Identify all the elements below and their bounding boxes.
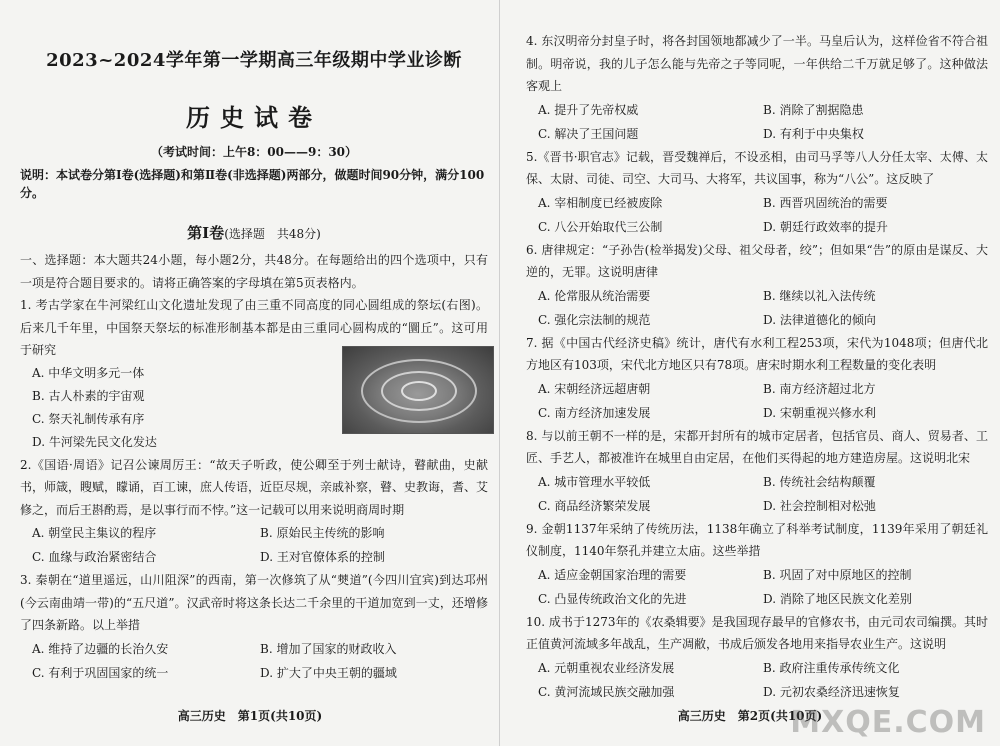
question-6 [526,239,988,332]
option-b: B. 增加了国家的财政收入 [260,641,397,656]
exam-time: （考试时间：上午8：00——9：30） [150,145,358,159]
option-c: C. 南方经济加速发展 [538,405,651,420]
option-d: D. 牛河梁先民文化发达 [32,434,157,449]
question-stem: 4. 东汉明帝分封皇子时，将各封国领地都减少了一半。马皇后认为，这样俭省不符合祖制。明帝说，我的儿子怎么能与先帝之子等同呢，一年供给二千万就足够了。这种做法客观上 [526,34,988,93]
option-c: C. 凸显传统政治文化的先进 [538,591,687,606]
exam-note: 说明：本试卷分第Ⅰ卷(选择题)和第Ⅱ卷(非选择题)两部分，做题时间90分钟，满分100分。 [20,168,485,200]
question-5 [526,146,988,239]
question-options [526,377,988,425]
page-right [500,0,1000,746]
option-b: B. 传统社会结构颠覆 [763,474,876,489]
question-stem: 9. 金朝1137年采纳了传统历法，1138年确立了科举考试制度，1139年采用了朝廷礼仪制度，1140年祭孔并建立太庙。这些举措 [526,521,988,558]
question-stem: 2.《国语·周语》记召公谏周厉王：“故天子听政，使公卿至于列士献诗，瞽献曲，史献书，师箴，瞍赋，矇诵，百工谏，庶人传语，近臣尽规，亲戚补察，瞽、史教诲，耆、艾修之，而后王斟酌焉，是以事行而不悖。”这一记载可以用来说明商周时期 [20,457,489,517]
question-stem: 10. 成书于1273年的《农桑辑要》是我国现存最早的官修农书，由元司农司编撰。其时正值黄河流域多年战乱，生产凋敝，书成后颁发各地用来指导农业生产。这说明 [526,614,988,651]
option-d: D. 有利于中央集权 [763,126,864,141]
option-a: A. 朝堂民主集议的程序 [32,526,157,540]
option-c: C. 强化宗法制的规范 [538,312,651,327]
option-d: D. 扩大了中央王朝的疆域 [260,665,397,680]
option-b: B. 古人朴素的宇宙观 [32,388,145,403]
option-a: A. 提升了先帝权威 [538,102,639,117]
option-c: C. 血缘与政治紧密结合 [32,550,157,564]
option-b: B. 原始民主传统的影响 [260,526,385,540]
option-b: B. 西晋巩固统治的需要 [763,195,888,210]
question-options [526,470,988,518]
option-d: D. 元初农桑经济迅速恢复 [763,684,900,699]
question-stem: 8. 与以前王朝不一样的是，宋都开封所有的城市定居者，包括官员、商人、贸易者、工匠、手艺人，都被准许在城里自由定居，在他们买得起的地方建造房屋。这说明北宋 [526,428,988,465]
option-a: A. 伦常服从统治需要 [538,288,651,303]
option-c: C. 商品经济繁荣发展 [538,498,651,513]
option-a: A. 适应金朝国家治理的需要 [538,567,687,582]
question-stem: 1. 考古学家在牛河梁红山文化遗址发现了由三重不同高度的同心圆组成的祭坛(右图)。后来几千年里，中国祭天祭坛的标准形制基本都是由三重同心圆构成的“圜丘”。这可用于研究 [20,298,488,357]
question-9 [526,518,988,611]
question-options [526,656,988,704]
instructions: 一、选择题：本大题共24小题，每小题2分，共48分。在每题给出的四个选项中，只有一项是符合题目要求的。请将正确答案的字母填在第5页表格内。 [20,253,488,290]
page-footer-left: 高三历史 第1页(共10页) [177,709,323,723]
question-options [526,191,988,239]
option-c: C. 祭天礼制传承有序 [32,411,145,426]
option-c: C. 黄河流域民族交融加强 [538,684,675,699]
question-stem: 7. 据《中国古代经济史稿》统计，唐代有水利工程253项，宋代为1048项；但唐代北方地区有103项，宋代北方地区只有78项。唐宋时期水利工程数量的变化表明 [526,335,988,372]
question-stem: 5.《晋书·职官志》记载，晋受魏禅后，不设丞相，由司马孚等八人分任太宰、太傅、太保、太尉、司徒、司空、大司马、大将军，共议国事，称为“八公”。这反映了 [526,149,988,186]
option-a: A. 中华文明多元一体 [32,365,145,380]
option-d: D. 朝廷行政效率的提升 [763,219,888,234]
question-stem: 6. 唐律规定：“子孙告(检举揭发)父母、祖父母者，绞”；但如果“告”的原由是谋反、大逆的，无罪。这说明唐律 [526,242,988,279]
altar-photo [342,346,494,434]
question-2 [20,454,488,570]
question-7 [526,332,988,425]
option-d: D. 消除了地区民族文化差别 [763,591,912,606]
option-b: B. 巩固了对中原地区的控制 [763,567,912,582]
option-d: D. 宋朝重视兴修水利 [763,405,876,420]
exam-title: 2023~2024学年第一学期高三年级期中学业诊断 [46,50,462,71]
question-options [20,521,488,569]
option-d: D. 社会控制相对松弛 [763,498,876,513]
section-title: 第Ⅰ卷 [187,224,225,242]
option-b: B. 政府注重传承传统文化 [763,660,900,675]
question-3 [20,569,488,685]
option-d: D. 法律道德化的倾向 [763,312,876,327]
page-footer-right: 高三历史 第2页(共10页) [677,709,823,723]
question-options [20,637,488,685]
option-a: A. 元朝重视农业经济发展 [538,660,675,675]
question-options [526,284,988,332]
option-a: A. 维持了边疆的长治久安 [32,641,169,656]
option-a: A. 宋朝经济远超唐朝 [538,381,651,396]
question-4 [526,30,988,146]
option-a: A. 宰相制度已经被废除 [538,195,663,210]
question-8 [526,425,988,518]
option-b: B. 消除了割据隐患 [763,102,864,117]
section-subtitle: (选择题 共48分) [224,227,321,241]
question-10 [526,611,988,704]
subject-title: 历史试卷 [186,103,322,132]
option-b: B. 继续以礼入法传统 [763,288,876,303]
option-b: B. 南方经济超过北方 [763,381,876,396]
question-stem: 3. 秦朝在“道里遥远，山川阻深”的西南，第一次修筑了从“僰道”(今四川宜宾)到达邛州(今云南曲靖一带)的“五尺道”。汉武帝时将这条长达二千余里的干道加宽到一丈，还增修了四条新路。以上举措 [20,573,488,632]
question-options [526,563,988,611]
question-options [526,98,988,146]
option-c: C. 有利于巩固国家的统一 [32,665,169,680]
watermark-logo: MXQE.COM [790,705,986,740]
option-c: C. 解决了王国问题 [538,126,639,141]
question-1 [20,294,488,454]
option-a: A. 城市管理水平较低 [538,474,651,489]
option-c: C. 八公开始取代三公制 [538,219,663,234]
section-heading [20,222,488,243]
option-d: D. 王对官僚体系的控制 [260,550,385,564]
